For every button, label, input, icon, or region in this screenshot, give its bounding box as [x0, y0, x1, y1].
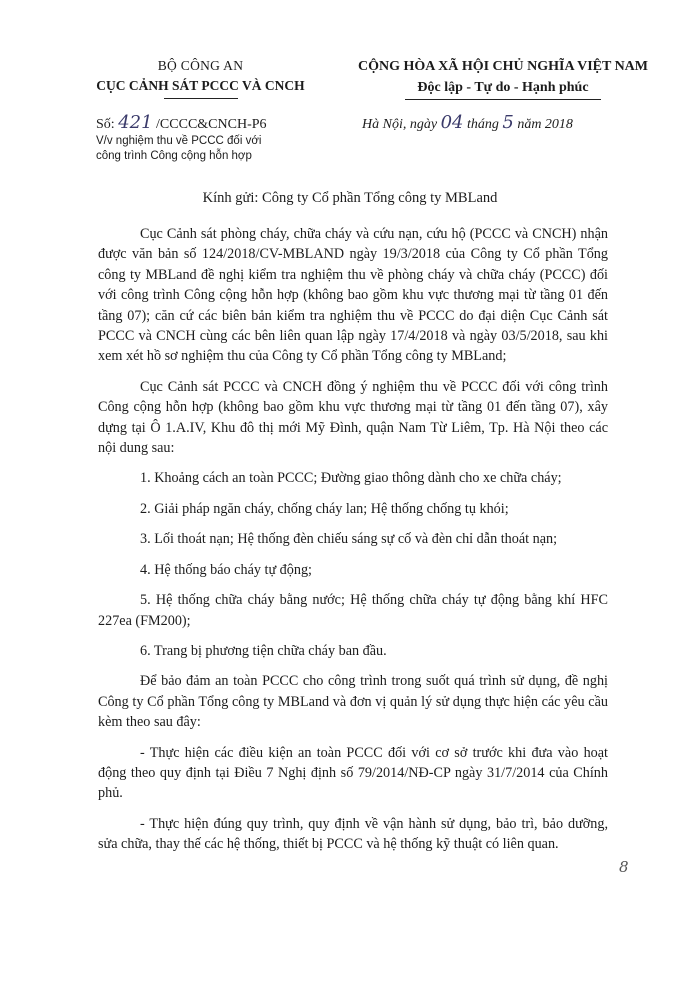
date-line — [362, 112, 573, 136]
agency-underline — [164, 98, 238, 99]
letter-body — [98, 224, 608, 865]
approved-item-2: 2. Giải pháp ngăn cháy, chống cháy lan; Hệ thống chống tụ khói; — [140, 500, 509, 517]
parent-agency: BỘ CÔNG AN — [157, 58, 244, 73]
approved-item-3: 3. Lối thoát nạn; Hệ thống đèn chiếu sáng sự cố và đèn chỉ dẫn thoát nạn; — [140, 531, 558, 548]
doc-number-code: CCC&CNCH-P6 — [169, 117, 267, 132]
date-year: năm 2018 — [517, 117, 573, 132]
doc-number-prefix: Số: — [96, 117, 115, 132]
subject-line-2: công trình Công cộng hỗn hợp — [96, 150, 252, 162]
document-number — [96, 112, 267, 136]
approved-item-6: 6. Trang bị phương tiện chữa cháy ban đầu. — [140, 642, 387, 659]
date-month-label: tháng — [466, 117, 499, 132]
date-month-handwritten: 5 — [502, 112, 514, 133]
requirement-2: - Thực hiện đúng quy trình, quy định về vận hành sử dụng, bảo trì, bảo dưỡng, sửa chữa, thay thế các hệ thống, thiết bị PCCC và hệ thống kỹ thuật có liên quan. — [98, 815, 608, 853]
date-day-handwritten: 04 — [440, 112, 464, 133]
doc-number-suffix: /C — [156, 117, 170, 132]
approved-item-4: 4. Hệ thống báo cháy tự động; — [140, 561, 312, 578]
approved-item-1: 1. Khoảng cách an toàn PCCC; Đường giao thông dành cho xe chữa cháy; — [140, 470, 562, 487]
date-place: Hà Nội, ngày — [362, 117, 438, 132]
paragraph-intro: Cục Cảnh sát phòng cháy, chữa cháy và cứu nạn, cứu hộ (PCCC và CNCH) nhận được văn bản số 124/2018/CV-MBLAND ngày 19/3/2018 của Công ty Cổ phần Tổng công ty MBLand đề nghị kiểm tra nghiệm thu về phòng cháy và chữa cháy (PCCC) đối với công trình Công cộng hỗn hợp (không bao gồm khu vực thương mại từ tầng 01 đến tầng 07); căn cứ các biên bản kiểm tra nghiệm thu về PCCC do đại diện Cục Cảnh sát PCCC và CNCH cùng các bên liên quan lập ngày 17/4/2018 và ngày 03/5/2018, sau khi xem xét hồ sơ nghiệm thu của Công ty Cổ phần Tổng công ty MBLand; — [98, 226, 608, 365]
doc-number-handwritten: 421 — [118, 112, 153, 133]
agency-header — [78, 56, 323, 99]
subject-line-1: V/v nghiệm thu về PCCC đối với — [96, 135, 262, 147]
approved-item-5: 5. Hệ thống chữa cháy bằng nước; Hệ thống chữa cháy tự động bằng khí HFC 227ea (FM200); — [98, 592, 608, 629]
motto-underline — [405, 99, 601, 100]
recipient-line: Kính gửi: Công ty Cổ phần Tổng công ty MBLand — [202, 190, 498, 206]
national-header — [328, 56, 678, 100]
national-motto: Độc lập - Tự do - Hạnh phúc — [417, 80, 589, 95]
national-title: CỘNG HÒA XÃ HỘI CHỦ NGHĨA VIỆT NAM — [357, 59, 648, 74]
document-subject — [96, 134, 326, 164]
paragraph-requirements: Để bảo đảm an toàn PCCC cho công trình trong suốt quá trình sử dụng, đề nghị Công ty Cổ phần Tổng công ty MBLand và đơn vị quản lý sử dụng thực hiện các yêu cầu kèm theo sau đây: — [98, 673, 608, 731]
agency-name: CỤC CẢNH SÁT PCCC VÀ CNCH — [96, 78, 305, 93]
initial-mark: 8 — [619, 858, 629, 876]
requirement-1: - Thực hiện các điều kiện an toàn PCCC đối với cơ sở trước khi đưa vào hoạt động theo quy định tại Điều 7 Nghị định số 79/2014/NĐ-CP ngày 31/7/2014 của Chính phủ. — [98, 744, 608, 802]
paragraph-approval: Cục Cảnh sát PCCC và CNCH đồng ý nghiệm thu về PCCC đối với công trình Công cộng hỗn hợp (không bao gồm khu vực thương mại từ tầng 01 đến tầng 07), xây dựng tại Ô 1.A.IV, Khu đô thị mới Mỹ Đình, quận Nam Từ Liêm, Tp. Hà Nội theo các nội dung sau: — [98, 378, 608, 457]
